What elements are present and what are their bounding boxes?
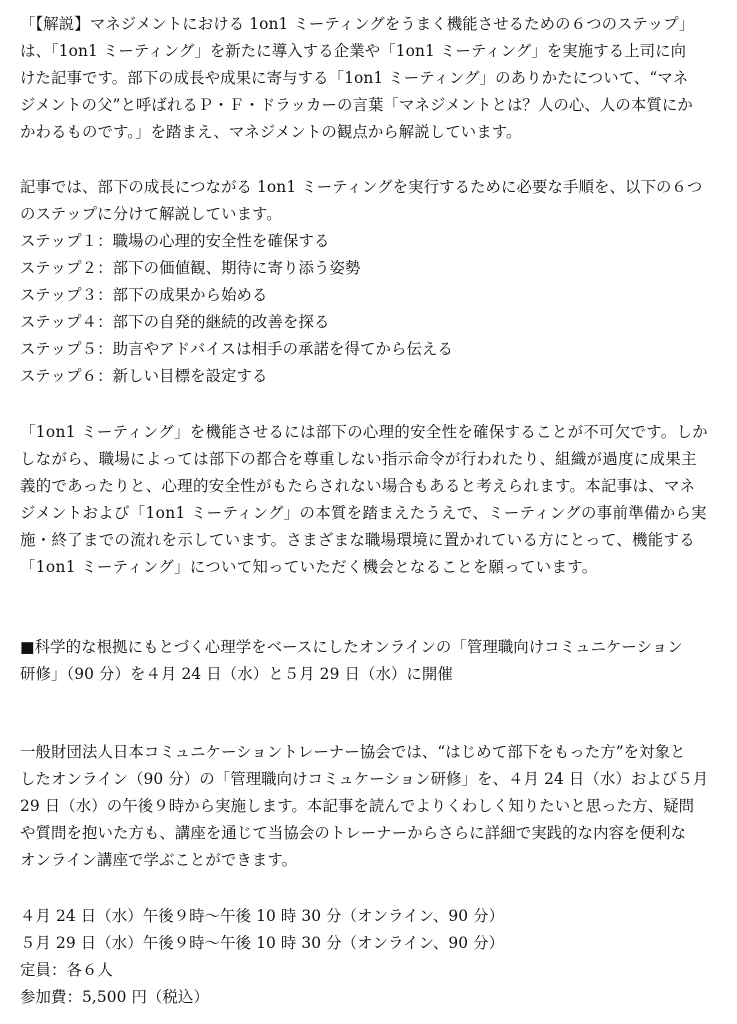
safety-line: ジメントおよび「1on1 ミーティング」の本質を踏まえたうえで、ミーティングの事前準備から実 [20,504,707,522]
safety-line: しながら、職場によっては部下の都合を尊重しない指示命令が行われたり、組織が過度に成果主 [20,450,697,468]
steps-intro-line: 記事では、部下の成長につながる 1on1 ミーティングを実行するために必要な手順を、以下の６つ [20,178,703,196]
step-item: ステップ１：職場の心理的安全性を確保する [20,232,330,250]
notice-line: ■科学的な根拠にもとづく心理学をベースにしたオンラインの「管理職向けコミュニケーション [20,638,683,656]
safety-line: 施・終了までの流れを示しています。さまざまな職場環境に置かれている方にとって、機能する [20,531,695,549]
safety-line: 義的であったりと、心理的安全性がもたらされない場合もあると考えられます。本記事は、マネ [20,477,696,495]
association-line: 一般財団法人日本コミュニケーショントレーナー協会では、“はじめて部下をもった方”を対象と [20,743,686,761]
intro-line: は、「1on1 ミーティング」を新たに導入する企業や「1on1 ミーティング」を実施する上司に向 [20,42,687,60]
step-item: ステップ３：部下の成果から始める [20,286,268,304]
capacity-line: 定員：各６人 [20,961,113,979]
association-line: 29 日（水）の午後９時から実施します。本記事を読んでよりくわしく知りたいと思った方、疑問 [20,797,695,815]
step-item: ステップ５：助言やアドバイスは相手の承諾を得てから伝える [20,340,453,358]
step-item: ステップ６：新しい目標を設定する [20,367,268,385]
association-line: オンライン講座で学ぶことができます。 [20,851,298,869]
step-item: ステップ２：部下の価値観、期待に寄り添う姿勢 [20,259,361,277]
association-line: や質問を抱いた方も、講座を通じて当協会のトレーナーからさらに詳細で実践的な内容を便利な [20,824,687,842]
intro-line: けた記事です。部下の成長や成果に寄与する「1on1 ミーティング」のありかたについて、“マネ [20,69,689,87]
safety-line: 「1on1 ミーティング」を機能させるには部下の心理的安全性を確保することが不可欠です。しか [20,423,708,441]
schedule-item: ４月 24 日（水）午後９時〜午後 10 時 30 分（オンライン、90 分） [20,907,505,925]
fee-line: 参加費：5,500 円（税込） [20,988,209,1006]
step-item: ステップ４：部下の自発的継続的改善を探る [20,313,330,331]
notice-line: 研修」（90 分）を４月 24 日（水）と５月 29 日（水）に開催 [20,665,453,683]
intro-line: かわるものです。」を踏まえ、マネジメントの観点から解説しています。 [20,123,522,141]
association-line: したオンライン（90 分）の「管理職向けコミュケーション研修」を、４月 24 日（水）および５月 [20,770,709,788]
schedule-item: ５月 29 日（水）午後９時〜午後 10 時 30 分（オンライン、90 分） [20,934,505,952]
intro-line: ジメントの父”と呼ばれるＰ・Ｆ・ドラッカーの言葉「マネジメントとは？人の心、人の本質にか [20,96,693,114]
safety-line: 「1on1 ミーティング」について知っていただく機会となることを願っています。 [20,558,598,576]
intro-line: 「【解説】マネジメントにおける 1on1 ミーティングをうまく機能させるための６つのステップ」 [20,15,695,33]
steps-intro-line: のステップに分けて解説しています。 [20,205,282,223]
